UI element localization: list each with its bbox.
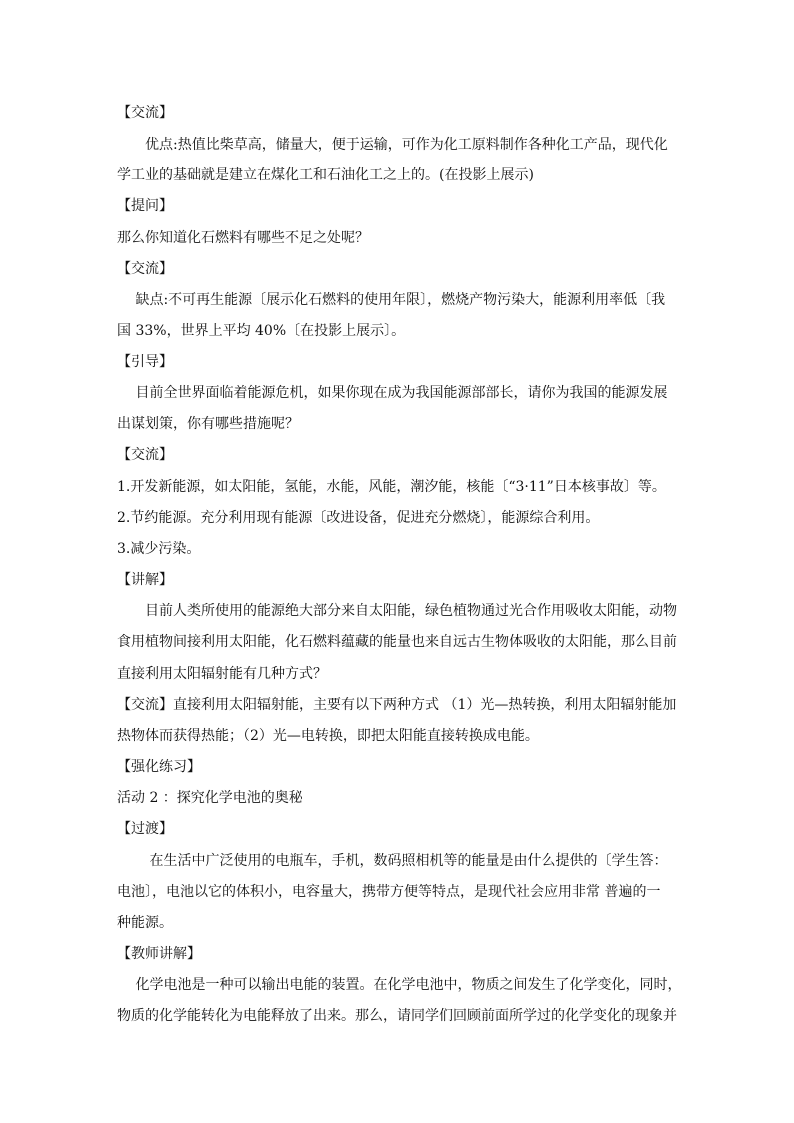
paragraph-line: 缺点:不可再生能源〔展示化石燃料的使用年限〕，燃烧产物污染大，能源利用率低〔我 [117,292,666,308]
paragraph-line: 国 33%，世界上平均 40%〔在投影上展示〕。 [117,323,406,339]
paragraph-line: 学工业的基础就是建立在煤化工和石油化工之上的。(在投影上展示) [117,167,534,183]
section-heading-lecture: 【讲解】 [117,572,173,588]
paragraph-line: 出谋划策，你有哪些措施呢？ [117,416,299,432]
section-heading-practice: 【强化练习】 [117,759,201,775]
paragraph-line: 种能源。 [117,915,173,931]
section-heading-question: 【提问】 [117,198,173,214]
section-heading-guide: 【引导】 [117,354,173,370]
paragraph-line: 在生活中广泛使用的电瓶车，手机，数码照相机等的能量是由什么提供的〔学生答： [117,853,668,869]
paragraph-line: 【交流】直接利用太阳辐射能，主要有以下两种方式 （1）光—热转换，利用太阳辐射能加 [117,697,677,713]
list-item: 3.减少污染。 [117,541,201,557]
section-heading-transition: 【过渡】 [117,821,173,837]
list-item: 1.开发新能源，如太阳能，氢能，水能，风能，潮汐能，核能〔“3·11”日本核事故〕等。 [117,479,666,495]
section-heading-exchange: 【交流】 [117,447,173,463]
paragraph-line: 那么你知道化石燃料有哪些不足之处呢？ [117,230,369,246]
paragraph-line: 热物体而获得热能；（2）光—电转换，即把太阳能直接转换成电能。 [117,728,539,744]
paragraph-line: 物质的化学能转化为电能释放了出来。那么，请同学们回顾前面所学过的化学变化的现象并 [117,1008,677,1024]
list-item: 2.节约能源。充分利用现有能源〔改进设备，促进充分燃烧〕，能源综合利用。 [117,510,600,526]
section-heading-exchange: 【交流】 [117,105,173,121]
paragraph-line: 直接利用太阳辐射能有几种方式？ [117,666,327,682]
paragraph-line: 目前全世界面临着能源危机，如果你现在成为我国能源部部长，请你为我国的能源发展 [117,385,668,401]
section-heading-exchange: 【交流】 [117,261,173,277]
paragraph-line: 食用植物间接利用太阳能，化石燃料蕴藏的能量也来自远古生物体吸收的太阳能，那么目前 [117,634,677,650]
paragraph-line: 电池〕，电池以它的体积小，电容量大，携带方便等特点，是现代社会应用非常 普遍的一 [117,884,661,900]
activity-title: 活动 2 ：探究化学电池的奥秘 [117,790,303,806]
section-heading-teacher-lecture: 【教师讲解】 [117,946,201,962]
paragraph-line: 化学电池是一种可以输出电能的装置。在化学电池中，物质之间发生了化学变化，同时， [117,977,682,993]
paragraph-line: 目前人类所使用的能源绝大部分来自太阳能，绿色植物通过光合作用吸收太阳能，动物 [117,603,677,619]
paragraph-line: 优点:热值比柴草高，储量大，便于运输，可作为化工原料制作各种化工产品，现代化 [117,137,668,153]
